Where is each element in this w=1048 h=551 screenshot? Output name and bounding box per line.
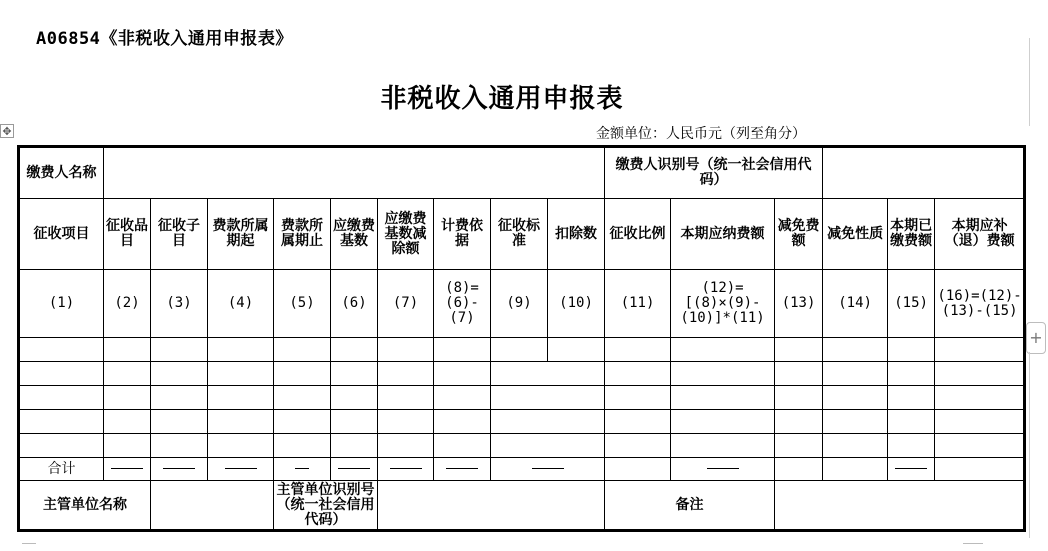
entry-cell[interactable]	[104, 410, 151, 434]
entry-cell[interactable]	[548, 338, 605, 362]
table-row	[19, 386, 1025, 410]
column-code-row	[19, 270, 1025, 338]
entry-cell[interactable]	[378, 434, 434, 458]
column-header: 本期已缴费额	[888, 199, 935, 270]
entry-cell[interactable]	[274, 338, 331, 362]
table-row	[19, 338, 1025, 362]
entry-cell[interactable]	[888, 338, 935, 362]
column-header: 本期应纳费额	[671, 199, 775, 270]
entry-cell[interactable]	[935, 386, 1025, 410]
entry-cell[interactable]	[775, 434, 823, 458]
entry-cell[interactable]	[491, 410, 605, 434]
entry-cell[interactable]	[491, 386, 605, 410]
page-corner-mark	[22, 543, 36, 544]
column-header: 本期应补（退）费额	[935, 199, 1025, 270]
entry-cell[interactable]	[888, 386, 935, 410]
entry-cell[interactable]	[671, 338, 775, 362]
column-header: 减免费额	[775, 199, 823, 270]
total-cell	[671, 458, 775, 481]
entry-cell[interactable]	[605, 386, 671, 410]
column-code: (6)	[331, 270, 378, 338]
entry-cell[interactable]	[605, 434, 671, 458]
entry-cell[interactable]	[331, 410, 378, 434]
entry-cell[interactable]	[434, 434, 491, 458]
entry-cell[interactable]	[434, 386, 491, 410]
entry-cell[interactable]	[331, 338, 378, 362]
total-cell[interactable]	[935, 458, 1025, 481]
entry-cell[interactable]	[151, 338, 208, 362]
payer-name-field[interactable]	[104, 147, 605, 199]
entry-cell[interactable]	[888, 410, 935, 434]
total-cell	[151, 458, 208, 481]
entry-cell[interactable]	[434, 410, 491, 434]
payer-id-label: 缴费人识别号（统一社会信用代码）	[605, 147, 823, 199]
entry-cell[interactable]	[823, 386, 888, 410]
entry-cell[interactable]	[151, 386, 208, 410]
table-move-icon[interactable]: ✥	[0, 124, 14, 138]
entry-cell[interactable]	[378, 386, 434, 410]
column-header: 征收项目	[19, 199, 104, 270]
entry-cell[interactable]	[823, 434, 888, 458]
remarks-field[interactable]	[775, 481, 1025, 531]
entry-cell[interactable]	[331, 434, 378, 458]
entry-cell[interactable]	[19, 410, 104, 434]
entry-cell[interactable]	[671, 386, 775, 410]
entry-cell[interactable]	[274, 434, 331, 458]
entry-cell[interactable]	[775, 410, 823, 434]
authority-id-label: 主管单位识别号（统一社会信用代码）	[274, 481, 378, 531]
entry-cell[interactable]	[208, 386, 274, 410]
page-title: 非税收入通用申报表	[380, 84, 624, 114]
entry-cell[interactable]	[491, 362, 605, 386]
column-header: 费款所属期起	[208, 199, 274, 270]
entry-cell[interactable]	[823, 362, 888, 386]
entry-cell[interactable]	[605, 362, 671, 386]
table-row	[19, 410, 1025, 434]
column-header: 费款所属期止	[274, 199, 331, 270]
entry-cell[interactable]	[331, 362, 378, 386]
authority-name-field[interactable]	[151, 481, 274, 531]
column-code: (10)	[548, 270, 605, 338]
total-cell	[331, 458, 378, 481]
entry-cell[interactable]	[605, 338, 671, 362]
column-code: (3)	[151, 270, 208, 338]
entry-cell[interactable]	[935, 362, 1025, 386]
total-cell	[378, 458, 434, 481]
entry-cell[interactable]	[434, 362, 491, 386]
remarks-label: 备注	[605, 481, 775, 531]
total-cell	[491, 458, 605, 481]
unit-note: 金额单位：人民币元（列至角分）	[596, 126, 806, 142]
column-header: 征收品目	[104, 199, 151, 270]
entry-cell[interactable]	[208, 410, 274, 434]
column-code: (15)	[888, 270, 935, 338]
column-code: (8)=(6)-(7)	[434, 270, 491, 338]
column-header: 征收标准	[491, 199, 548, 270]
total-row	[19, 458, 1025, 481]
table-row	[19, 434, 1025, 458]
entry-cell[interactable]	[19, 386, 104, 410]
total-label: 合计	[19, 458, 104, 481]
entry-cell[interactable]	[935, 434, 1025, 458]
column-code: (14)	[823, 270, 888, 338]
entry-cell[interactable]	[888, 434, 935, 458]
entry-cell[interactable]	[434, 338, 491, 362]
entry-cell[interactable]	[104, 362, 151, 386]
entry-cell[interactable]	[274, 362, 331, 386]
entry-cell[interactable]	[274, 410, 331, 434]
total-cell	[104, 458, 151, 481]
entry-cell[interactable]	[19, 338, 104, 362]
entry-cell[interactable]	[19, 434, 104, 458]
column-code: (4)	[208, 270, 274, 338]
entry-cell[interactable]	[823, 410, 888, 434]
entry-cell[interactable]	[104, 434, 151, 458]
entry-cell[interactable]	[605, 410, 671, 434]
entry-cell[interactable]	[888, 362, 935, 386]
entry-cell[interactable]	[935, 410, 1025, 434]
total-cell	[888, 458, 935, 481]
total-cell[interactable]	[823, 458, 888, 481]
column-header-row	[19, 199, 1025, 270]
payer-id-field[interactable]	[823, 147, 1025, 199]
column-code: (9)	[491, 270, 548, 338]
total-cell	[208, 458, 274, 481]
entry-cell[interactable]	[208, 434, 274, 458]
column-code: (13)	[775, 270, 823, 338]
total-cell	[274, 458, 331, 481]
column-header: 征收子目	[151, 199, 208, 270]
authority-id-field[interactable]	[378, 481, 605, 531]
entry-cell[interactable]	[671, 434, 775, 458]
entry-cell[interactable]	[19, 362, 104, 386]
column-code: (5)	[274, 270, 331, 338]
entry-cell[interactable]	[775, 386, 823, 410]
right-margin-line	[1029, 38, 1030, 126]
entry-cell[interactable]	[151, 362, 208, 386]
entry-cell[interactable]	[775, 362, 823, 386]
column-code: (7)	[378, 270, 434, 338]
column-header: 减免性质	[823, 199, 888, 270]
payer-name-label: 缴费人名称	[19, 147, 104, 199]
entry-cell[interactable]	[775, 338, 823, 362]
declaration-table	[17, 145, 1026, 532]
entry-cell[interactable]	[151, 434, 208, 458]
entry-cell[interactable]	[378, 338, 434, 362]
table-row	[19, 362, 1025, 386]
column-code: (2)	[104, 270, 151, 338]
column-code: (12)=[(8)×(9)-(10)]*(11)	[671, 270, 775, 338]
column-header: 应缴费基数	[331, 199, 378, 270]
entry-cell[interactable]	[208, 338, 274, 362]
footer-row	[19, 481, 1025, 531]
column-header: 应缴费基数减除额	[378, 199, 434, 270]
entry-cell[interactable]	[823, 338, 888, 362]
total-cell	[605, 458, 671, 481]
entry-cell[interactable]	[491, 434, 605, 458]
column-header: 扣除数	[548, 199, 605, 270]
entry-cell[interactable]	[151, 410, 208, 434]
document-id: A06854《非税收入通用申报表》	[36, 29, 293, 49]
entry-cell[interactable]	[274, 386, 331, 410]
entry-cell[interactable]	[491, 338, 548, 362]
column-header: 征收比例	[605, 199, 671, 270]
entry-cell[interactable]	[208, 362, 274, 386]
column-code: (1)	[19, 270, 104, 338]
column-code: (11)	[605, 270, 671, 338]
entry-cell[interactable]	[104, 386, 151, 410]
entry-cell[interactable]	[671, 362, 775, 386]
right-margin-line	[1029, 352, 1030, 538]
plus-icon[interactable]: +	[1026, 322, 1046, 354]
entry-cell[interactable]	[378, 410, 434, 434]
entry-cell[interactable]	[331, 386, 378, 410]
column-header: 计费依据	[434, 199, 491, 270]
entry-cell[interactable]	[378, 362, 434, 386]
payer-info-row	[19, 147, 1025, 199]
authority-name-label: 主管单位名称	[19, 481, 151, 531]
entry-cell[interactable]	[935, 338, 1025, 362]
column-code: (16)=(12)-(13)-(15)	[935, 270, 1025, 338]
entry-cell[interactable]	[671, 410, 775, 434]
page-corner-mark	[963, 543, 983, 544]
total-cell	[434, 458, 491, 481]
total-cell[interactable]	[775, 458, 823, 481]
entry-cell[interactable]	[104, 338, 151, 362]
